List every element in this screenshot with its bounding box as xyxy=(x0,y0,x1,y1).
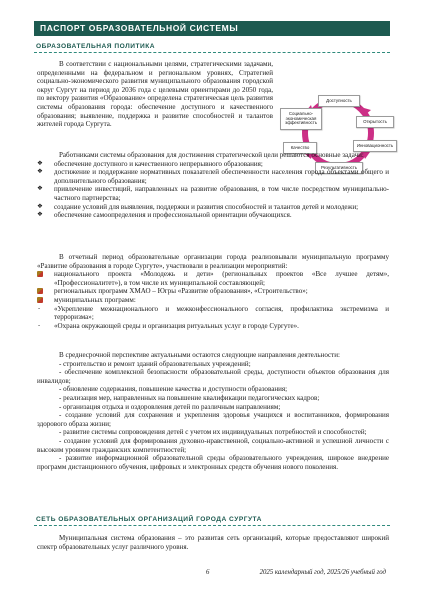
diamond-bullet-icon: ❖ xyxy=(37,159,43,167)
node-innovatsionnost: Инновационность xyxy=(353,140,397,152)
node-socio-economic: Социально-экономическая эффективность xyxy=(280,108,322,130)
direction-item: - развитие системы сопровождения детей с учетом их индивидуальных потребностей и способностей; xyxy=(59,428,367,437)
node-kachestvo: Качество xyxy=(283,142,317,154)
list-item-text: «Укрепление межнационального и межконфессионального согласия, профилактика экстремизма и терроризма»; xyxy=(54,304,389,322)
direction-item: - создание условий для сохранения и укрепления здоровья учащихся и воспитанников, формирования здорового образа жизни; xyxy=(37,411,389,428)
diamond-bullet-icon: ❖ xyxy=(37,185,43,193)
paragraph-text: В среднесрочной перспективе актуальными остаются следующие направления деятельности: xyxy=(59,351,340,359)
direction-item: - развитие информационной образовательной среды образовательного учреждения, широкое внедрение программ дистанционного обучения, цифровых и электронных средств обучения нового поколения. xyxy=(37,454,389,471)
flag-bullet-icon xyxy=(37,288,43,294)
list-item xyxy=(37,185,389,202)
list-item xyxy=(37,322,389,331)
section-title-policy: ОБРАЗОВАТЕЛЬНАЯ ПОЛИТИКА xyxy=(36,43,155,50)
page-number: 6 xyxy=(206,569,210,576)
node-dostupnost: Доступность xyxy=(318,95,360,107)
paragraph-text: В соответствии с национальными целями, стратегическими задачами, определенными на федеральном и региональном уровнях, Стратегией социально-экономического развития муниципального образования городской округ Сургут на период до 2036 года с целевыми ориентирами до 2050 года, по вектору развития «Образование» определена стратегическая цель развития системы образования города: обеспечение доступного и качественного образования; выявление, поддержка и развитие способностей и талантов жителей города Сургута. xyxy=(37,60,273,129)
diamond-bullet-icon: ❖ xyxy=(37,202,43,210)
list-item-text: создание условий для выявления, поддержки и развития способностей и талантов детей и молодежи; xyxy=(54,202,359,211)
direction-item: - обновление содержания, повышение качества и доступности образования; xyxy=(59,385,288,394)
list-item xyxy=(37,203,389,212)
direction-item: - реализация мер, направленных на повышение квалификации педагогических кадров; xyxy=(59,393,320,402)
diamond-bullet-icon: ❖ xyxy=(37,211,43,219)
list-item-text: национального проекта «Молодежь и дети» (региональных проектов «Все лучшее детям», «Профессионалитет»), в том числе их муниципальной составляющей; xyxy=(54,270,389,287)
list-item-text: обеспечение доступного и качественного непрерывного образования; xyxy=(54,159,263,168)
list-item xyxy=(37,160,389,169)
flag-bullet-icon xyxy=(37,297,43,303)
list-item-text: обеспечение самоопределения и профессиональной ориентации обучающихся. xyxy=(54,211,292,220)
list-item xyxy=(37,287,389,296)
footer-note: 2025 календарный год, 2025/26 учебный год xyxy=(259,569,386,576)
network-paragraph xyxy=(37,534,389,551)
direction-item: - обеспечение комплексной безопасности образовательной среды, доступности объектов образования для инвалидов; xyxy=(37,368,389,385)
dash-bullet: - xyxy=(38,304,41,312)
section-divider xyxy=(34,525,390,526)
list-item-text: муниципальных программ: xyxy=(54,295,136,304)
tasks-block xyxy=(37,151,389,220)
list-item xyxy=(37,211,389,220)
node-rezultativnost: Результативность xyxy=(315,162,363,174)
policy-paragraph xyxy=(37,60,273,129)
dash-bullet: - xyxy=(38,321,41,329)
directions-block xyxy=(37,351,389,471)
programs-block xyxy=(37,253,389,330)
list-item xyxy=(37,270,389,287)
list-item-text: «Охрана окружающей среды и организация ритуальных услуг в городе Сургуте». xyxy=(54,321,299,330)
list-item-text: региональных программ ХМАО – Югры «Развитие образования», «Строительство»; xyxy=(54,287,308,296)
section-divider xyxy=(34,52,390,53)
flag-bullet-icon xyxy=(37,271,43,277)
direction-item: - строительство и ремонт зданий образовательных учреждений; xyxy=(59,359,251,368)
paragraph-text: Муниципальная система образования – это развитая сеть организаций, которые предоставляют широкий спектр образовательных услуг различного уровня. xyxy=(37,534,389,551)
direction-item: - организация отдыха и оздоровления детей по различным направлениям; xyxy=(59,402,281,411)
paragraph-text: Работниками системы образования для достижения стратегической цели решаются основные задачи: xyxy=(59,151,364,159)
direction-item: - создание условий для формирования духовно-нравственной, социально-активной и успешной личности с высоким уровнем гражданских компетентностей; xyxy=(37,436,389,454)
paragraph-text: В отчетный период образовательные организации города реализовывали муниципальную программу «Развитие образования в городе Сургуте», участвовали в реализации мероприятий: xyxy=(37,253,389,270)
section-title-network: СЕТЬ ОБРАЗОВАТЕЛЬНЫХ ОРГАНИЗАЦИЙ ГОРОДА СУРГУТА xyxy=(36,516,262,523)
list-item xyxy=(37,168,389,185)
node-otkrytost: Открытость xyxy=(356,116,394,128)
list-item-text: достижение и поддержание нормативных показателей обеспеченности населения города объектами общего и дополнительного образования; xyxy=(54,168,389,185)
list-item-text: привлечение инвестиций, направленных на развитие образования, в том числе посредством муниципально-частного партнерства; xyxy=(54,185,389,202)
page-header: ПАСПОРТ ОБРАЗОВАТЕЛЬНОЙ СИСТЕМЫ xyxy=(34,21,390,36)
list-item xyxy=(37,305,389,322)
diamond-bullet-icon: ❖ xyxy=(37,168,43,176)
list-item xyxy=(37,296,389,305)
